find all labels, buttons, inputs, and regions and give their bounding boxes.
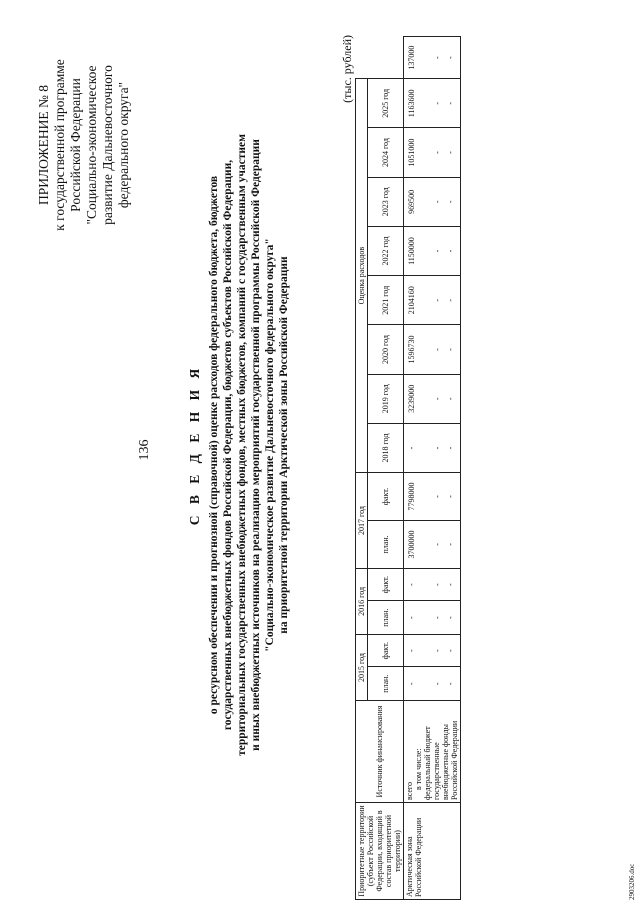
appendix-line: "Социально-экономическое (84, 65, 99, 225)
value-total: 2104160 (407, 286, 416, 315)
document-title: С В Е Д Е Н И Я (187, 364, 202, 526)
value-federal: - (433, 682, 442, 686)
value-cell (404, 276, 461, 325)
header-2017: 2017 год (356, 473, 368, 569)
header-plan: план. (368, 667, 404, 701)
value-total: - (407, 649, 416, 653)
value-federal: - (433, 298, 442, 302)
value-extrabudget: - (446, 249, 455, 253)
source-total: всего (405, 781, 414, 800)
subtitle-line: о ресурсном обеспечении и прогнозной (справочной) оценке расходов федерального бюджета, бюджетов (208, 175, 220, 715)
value-extrabudget: - (446, 102, 455, 105)
header-fact: факт. (368, 473, 404, 521)
appendix-line: федерального округа" (116, 81, 131, 209)
subtitle-line: на приоритетной территории Арктической зоны Российской Федерации (278, 256, 290, 634)
value-federal: - (433, 151, 442, 154)
footer-filename: 2903206.doc (628, 863, 636, 900)
value-extrabudget: - (446, 616, 455, 620)
value-federal: - (433, 616, 442, 620)
value-cell (404, 226, 461, 275)
header-year: 2022 год (368, 226, 404, 275)
header-year: 2019 год (368, 374, 404, 423)
value-federal: - (433, 495, 442, 498)
value-federal: - (433, 102, 442, 105)
appendix-line: развитие Дальневосточного (100, 65, 115, 225)
value-federal: - (433, 446, 442, 450)
value-total: 1150000 (407, 237, 416, 265)
header-2015: 2015 год (356, 634, 368, 700)
value-cell (404, 37, 461, 79)
value-total: - (407, 583, 416, 586)
value-cell (404, 568, 461, 601)
header-plan: план. (368, 520, 404, 568)
header-fact: факт. (368, 568, 404, 601)
value-cell (404, 128, 461, 177)
value-cell (404, 374, 461, 423)
value-cell (404, 601, 461, 635)
value-federal: - (433, 583, 442, 586)
value-total: 1163600 (407, 89, 416, 118)
value-cell (404, 79, 461, 128)
value-total: 1051000 (407, 138, 416, 167)
page-number: 136 (137, 439, 152, 461)
header-year: 2020 год (368, 325, 404, 374)
table-row (404, 37, 461, 900)
value-extrabudget: - (446, 649, 455, 653)
value-total: - (407, 446, 416, 450)
value-federal: - (433, 348, 442, 351)
value-cell (404, 325, 461, 374)
header-year: 2021 год (368, 276, 404, 325)
subtitle-line: и иных внебюджетных источников на реализацию мероприятий государственной программы Российской Федерации (250, 139, 262, 751)
appendix-block (36, 25, 132, 265)
value-extrabudget: - (446, 200, 455, 204)
header-plan: план. (368, 601, 404, 635)
header-fact: факт. (368, 634, 404, 667)
value-total: 7798000 (407, 482, 416, 511)
value-federal: - (433, 200, 442, 204)
value-federal: - (433, 397, 442, 401)
units-label: (тыс. рублей) (340, 35, 354, 103)
value-extrabudget: - (446, 298, 455, 302)
value-total: - (407, 616, 416, 620)
source-including: в том числе: (414, 748, 423, 790)
value-federal: - (433, 543, 442, 546)
value-total: 137000 (407, 45, 416, 70)
value-extrabudget: - (446, 495, 455, 498)
value-extrabudget: - (446, 348, 455, 351)
appendix-line: к государственной программе (52, 59, 67, 231)
value-cell (404, 520, 461, 568)
value-total: 3239000 (407, 384, 416, 413)
value-extrabudget: - (446, 397, 455, 401)
territory-cell: Арктическая зона Российской Федерации (404, 803, 461, 900)
header-estimate: Оценка расходов (356, 79, 368, 473)
value-total: 969500 (407, 189, 416, 214)
header-year: 2018 год (368, 423, 404, 472)
value-extrabudget: - (446, 56, 455, 59)
value-extrabudget: - (446, 151, 455, 154)
header-source: Источник финансирования (356, 701, 404, 803)
header-year: 2024 год (368, 128, 404, 177)
subtitle-line: "Социально-экономическое развитие Дальневосточного федерального округа" (264, 238, 276, 652)
value-total: - (407, 682, 416, 686)
header-year: 2025 год (368, 79, 404, 128)
value-total: 3700000 (407, 530, 416, 559)
subtitle-line: государственных внебюджетных фондов Российской Федерации, бюджетов субъектов Российской Федерации, (222, 159, 234, 731)
value-cell (404, 667, 461, 701)
source-federal: федеральный бюджет (423, 726, 432, 800)
source-cell (404, 701, 461, 803)
value-federal: - (433, 649, 442, 653)
value-extrabudget: - (446, 446, 455, 450)
value-extrabudget: - (446, 543, 455, 546)
header-2016: 2016 год (356, 568, 368, 634)
value-cell (404, 423, 461, 472)
document-subtitle (207, 65, 291, 825)
appendix-title: ПРИЛОЖЕНИЕ № 8 (36, 84, 51, 206)
value-extrabudget: - (446, 583, 455, 586)
value-federal: - (433, 56, 442, 59)
value-cell (404, 473, 461, 521)
value-total: 1596730 (407, 335, 416, 364)
value-cell (404, 177, 461, 226)
value-federal: - (433, 249, 442, 253)
value-extrabudget: - (446, 682, 455, 686)
subtitle-line: территориальных государственных внебюджетных фондов, местных бюджетов, компаний с государственным участием (236, 134, 248, 756)
expenses-table (355, 36, 461, 900)
value-cell (404, 634, 461, 667)
source-extrabudget: государственные внебюджетные фонды Российской Федерации (432, 720, 459, 800)
header-year: 2023 год (368, 177, 404, 226)
header-territory: Приоритетные территории (субъект Российской Федерации, входящий в состав приоритетной территории) (356, 803, 404, 900)
appendix-line: Российской Федерации (68, 78, 83, 212)
